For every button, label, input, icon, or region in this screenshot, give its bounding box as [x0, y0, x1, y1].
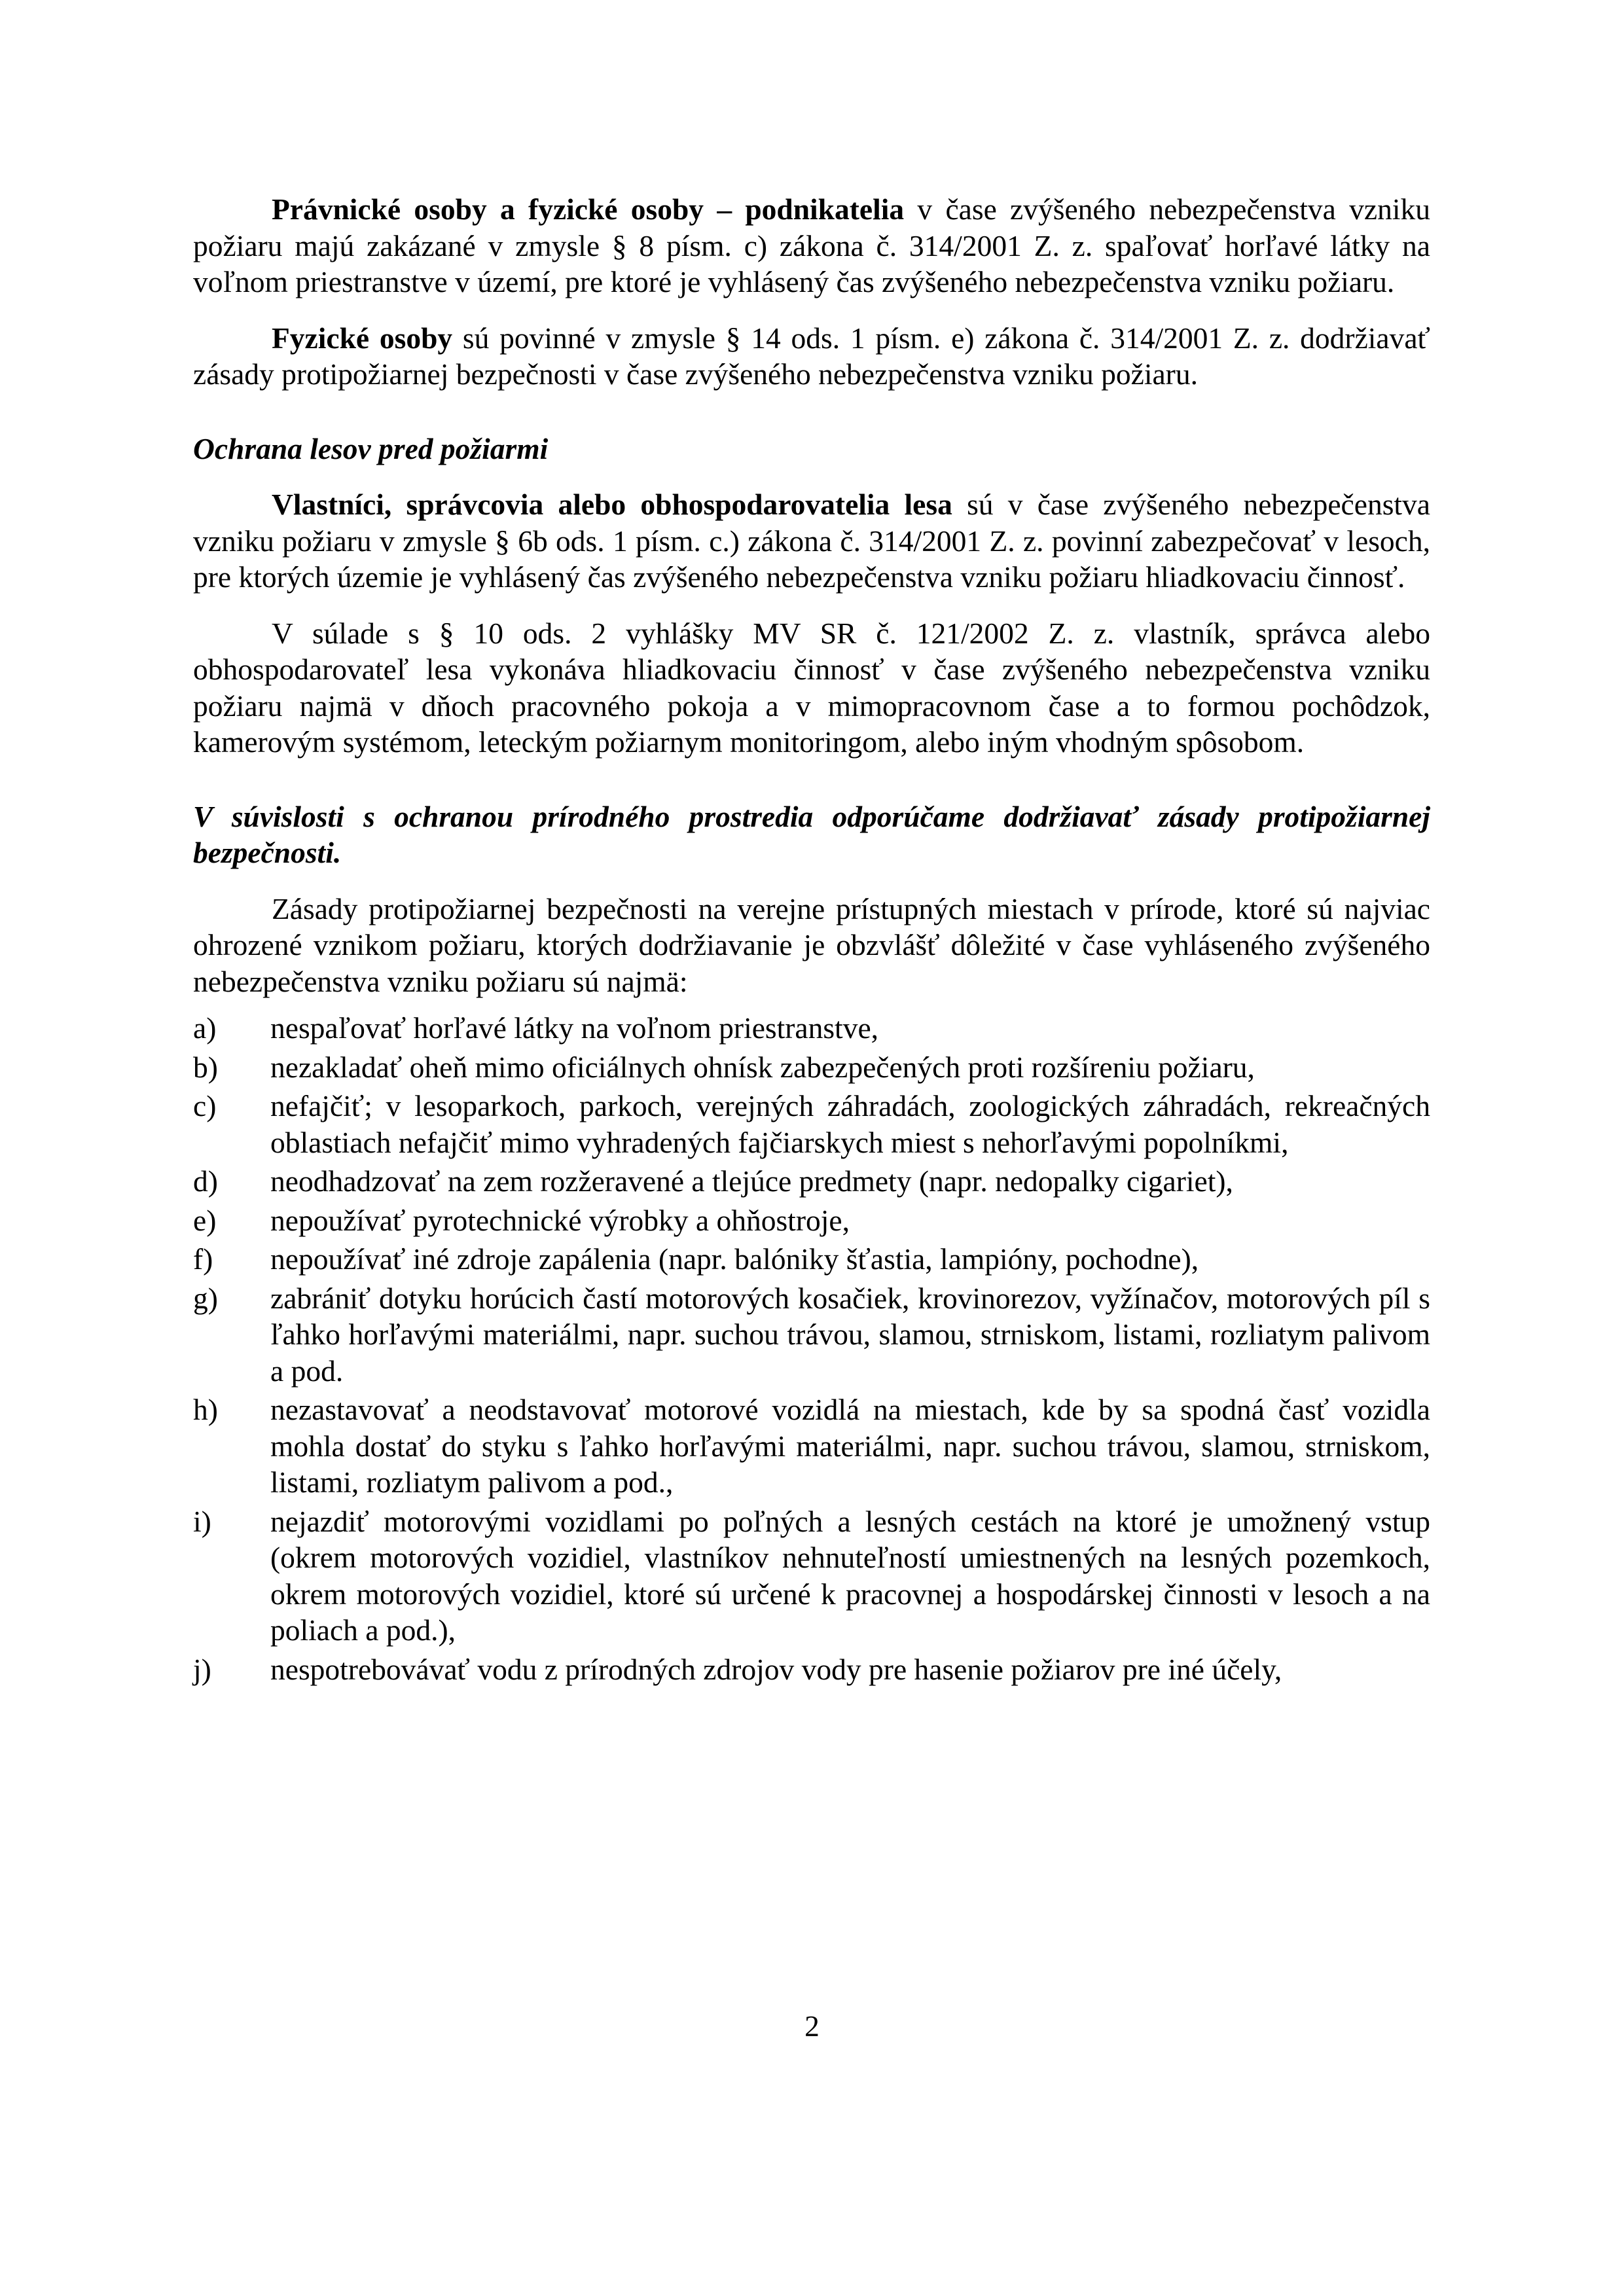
list-item-text: nefajčiť; v lesoparkoch, parkoch, verejných záhradách, zoologických záhradách, rekreačných oblastiach nefajčiť mimo vyhradených fajčiarskych miest s nehorľavými popolníkmi, — [270, 1089, 1430, 1159]
list-item-text: zabrániť dotyku horúcich častí motorových kosačiek, krovinorezov, vyžínačov, motorových píl s ľahko horľavými materiálmi, napr. suchou trávou, slamou, strniskom, listami, rozliatym palivom a pod. — [270, 1281, 1430, 1388]
list-item-label: g) — [193, 1281, 218, 1315]
list-item-text: nespotrebovávať vodu z prírodných zdrojov vody pre hasenie požiarov pre iné účely, — [270, 1652, 1282, 1686]
list-item-label: j) — [193, 1652, 211, 1686]
paragraph-bold-lead: Vlastníci, správcovia alebo obhospodarovatelia lesa — [272, 488, 952, 521]
list-item — [193, 1391, 1430, 1501]
list-item-label: d) — [193, 1164, 218, 1198]
list-item-text: nespaľovať horľavé látky na voľnom priestranstve, — [270, 1011, 879, 1045]
paragraph-patrol-activity: V súlade s § 10 ods. 2 vyhlášky MV SR č. 121/2002 Z. z. vlastník, správca alebo obhospodarovateľ lesa vykonáva hliadkovaciu činnosť v čase zvýšeného nebezpečenstva vzniku požiaru najmä v dňoch pracovného pokoja a v mimopracovnom čase a to formou pochôdzok, kamerovým systémom, leteckým požiarnym monitoringom, alebo iným vhodným spôsobom. — [193, 616, 1430, 759]
list-item — [193, 1049, 1430, 1086]
spacer — [193, 596, 1430, 615]
spacer — [193, 999, 1430, 1010]
paragraph-natural-persons — [193, 320, 1430, 393]
paragraph-bold-lead: Právnické osoby a fyzické osoby – podnikatelia — [272, 192, 905, 226]
list-item-text: nepoužívať iné zdroje zapálenia (napr. balóniky šťastia, lampióny, pochodne), — [270, 1242, 1199, 1276]
section-heading-forest-protection: Ochrana lesov pred požiarmi — [193, 431, 549, 465]
list-item-label: f) — [193, 1242, 213, 1276]
principles-list — [193, 1010, 1430, 1687]
list-item-label: e) — [193, 1203, 217, 1237]
list-item — [193, 1088, 1430, 1160]
list-item — [193, 1241, 1430, 1278]
paragraph-legal-persons — [193, 191, 1430, 300]
list-item — [193, 1280, 1430, 1390]
list-item-label: b) — [193, 1050, 218, 1084]
paragraph-forest-owners — [193, 486, 1430, 596]
spacer — [193, 300, 1430, 320]
list-item-text: neodhadzovať na zem rozžeravené a tlejúce predmety (napr. nedopalky cigariet), — [270, 1164, 1233, 1198]
list-item-label: i) — [193, 1504, 211, 1538]
spacer — [193, 761, 1430, 798]
list-item — [193, 1202, 1430, 1239]
list-item-label: a) — [193, 1011, 217, 1045]
paragraph-bold-lead: Fyzické osoby — [272, 321, 453, 355]
list-item — [193, 1010, 1430, 1047]
list-item-text: nezastavovať a neodstavovať motorové vozidlá na miestach, kde by sa spodná časť vozidla mohla dostať do styku s ľahko horľavými materiálmi, napr. suchou trávou, slamou, strniskom, listami, rozliatym palivom a pod., — [270, 1393, 1430, 1499]
list-item — [193, 1651, 1430, 1688]
paragraph-principles-intro: Zásady protipožiarnej bezpečnosti na verejne prístupných miestach v prírode, ktoré sú najviac ohrozené vznikom požiaru, ktorých dodržiavanie je obzvlášť dôležité v čase vyhláseného zvýšeného nebezpečenstva vzniku požiaru sú najmä: — [193, 891, 1430, 998]
spacer — [193, 393, 1430, 431]
list-item-text: nejazdiť motorovými vozidlami po poľných a lesných cestách na ktoré je umožnený vstup (okrem motorových vozidiel, vlastníkov nehnuteľností umiestnených na lesných pozemkoch, okrem motorových vozidiel, ktoré sú určené k pracovnej a hospodárskej činnosti v lesoch a na poliach a pod.), — [270, 1504, 1430, 1647]
section-heading-recommendations: V súvislosti s ochranou prírodného prostredia odporúčame dodržiavať zásady protipožiarnej bezpečnosti. — [193, 799, 1430, 869]
list-item-label: h) — [193, 1393, 218, 1426]
paragraph-text: v čase zvýšeného nebezpečenstva vzniku požiaru majú zakázané v zmysle § 8 písm. c) zákona č. 314/2001 Z. z. spaľovať horľavé látky na voľnom priestranstve v území, pre ktoré je vyhlásený čas zvýšeného nebezpečenstva vzniku požiaru. — [193, 192, 1431, 298]
document-page — [193, 191, 1430, 1690]
paragraph-text: sú v čase zvýšeného nebezpečenstva vzniku požiaru v zmysle § 6b ods. 1 písm. c.) zákona č. 314/2001 Z. z. povinní zabezpečovať v lesoch, pre ktorých územie je vyhlásený čas zvýšeného nebezpečenstva vzniku požiaru hliadkovaciu činnosť. — [193, 488, 1430, 594]
spacer — [193, 871, 1430, 891]
list-item-text: nezakladať oheň mimo oficiálnych ohnísk zabezpečených proti rozšíreniu požiaru, — [270, 1050, 1255, 1084]
list-item — [193, 1163, 1430, 1200]
spacer — [193, 467, 1430, 486]
paragraph-text: sú povinné v zmysle § 14 ods. 1 písm. e) zákona č. 314/2001 Z. z. dodržiavať zásady protipožiarnej bezpečnosti v čase zvýšeného nebezpečenstva vzniku požiaru. — [193, 321, 1430, 391]
page-number: 2 — [804, 2009, 820, 2043]
list-item — [193, 1503, 1430, 1649]
list-item-text: nepoužívať pyrotechnické výrobky a ohňostroje, — [270, 1203, 850, 1237]
list-item-label: c) — [193, 1089, 217, 1122]
